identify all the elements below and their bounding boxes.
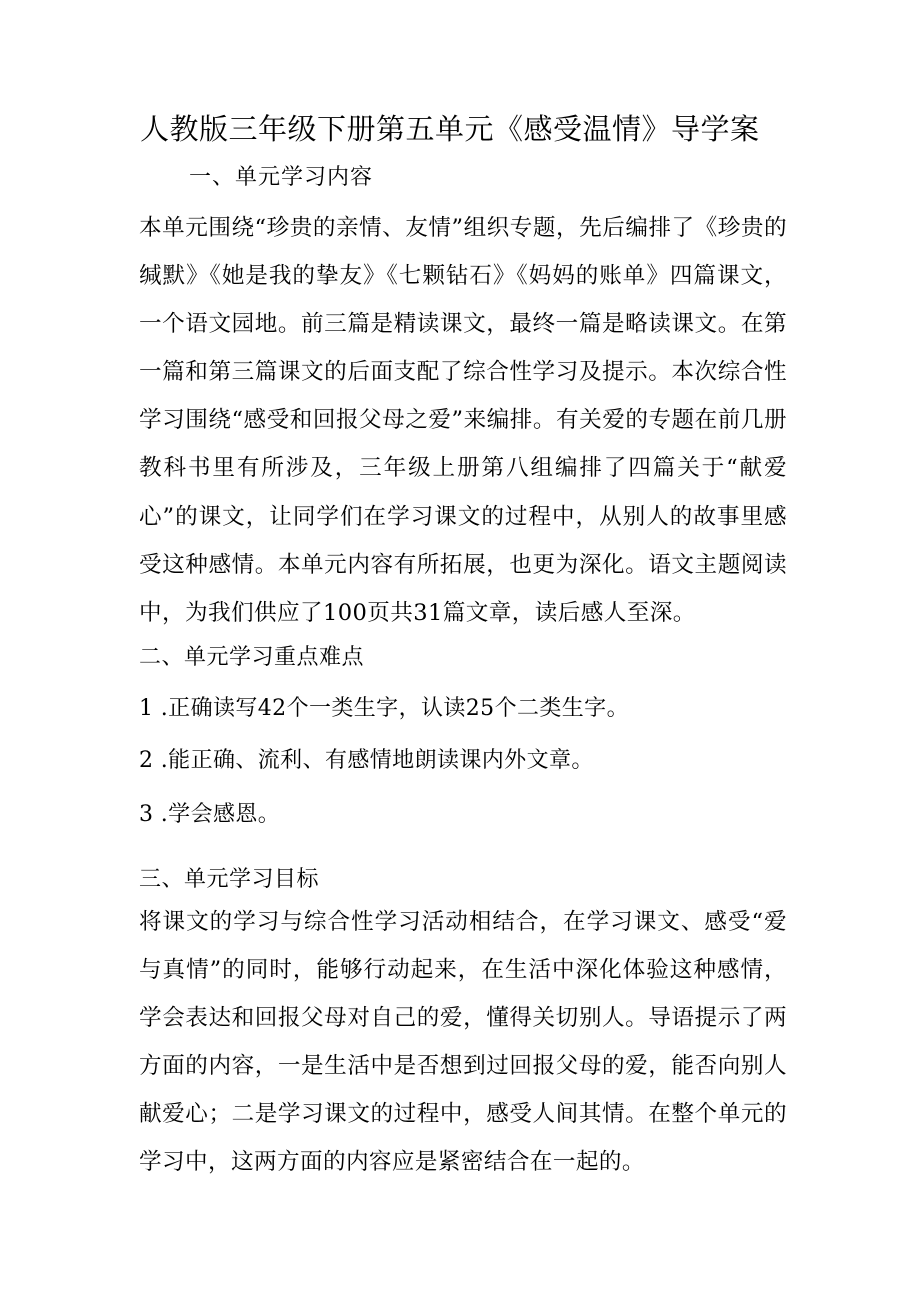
document-title: 人教版三年级下册第五单元《感受温情》导学案 [140, 112, 760, 146]
section-heading-objectives: 三、单元学习目标 [139, 867, 320, 892]
list-item: 1 .正确读写42个一类生字，认读25个二类生字。 [139, 696, 629, 721]
section-heading-content: 一、单元学习内容 [189, 165, 374, 190]
section-paragraph-content: 本单元围绕“珍贵的亲情、友情”组织专题，先后编排了《珍贵的缄默》《她是我的挚友》《七颗钻石》《妈妈的账单》四篇课文，一个语文园地。前三篇是精读课文，最终一篇是略读课文。在第一篇和第三篇课文的后面支配了综合性学习及提示。本次综合性学习围绕“感受和回报父母之爱”来编排。有关爱的专题在前几册教科书里有所涉及，三年级上册第八组编排了四篇关于“献爱心”的课文，让同学们在学习课文的过程中，从别人的故事里感受这种感情。本单元内容有所拓展，也更为深化。语文主题阅读中，为我们供应了100页共31篇文章，读后感人至深。 [139, 215, 788, 626]
list-item: 2 .能正确、流利、有感情地朗读课内外文章。 [139, 748, 594, 773]
list-item: 3 .学会感恩。 [139, 802, 281, 827]
section-paragraph-objectives: 将课文的学习与综合性学习活动相结合，在学习课文、感受“爱与真情”的同时，能够行动起来，在生活中深化体验这种感情，学会表达和回报父母对自己的爱，懂得关切别人。导语提示了两方面的内容，一是生活中是否想到过回报父母的爱，能否向别人献爱心；二是学习课文的过程中，感受人间其情。在整个单元的学习中，这两方面的内容应是紧密结合在一起的。 [139, 909, 788, 1176]
section-heading-key-points: 二、单元学习重点难点 [139, 645, 365, 670]
